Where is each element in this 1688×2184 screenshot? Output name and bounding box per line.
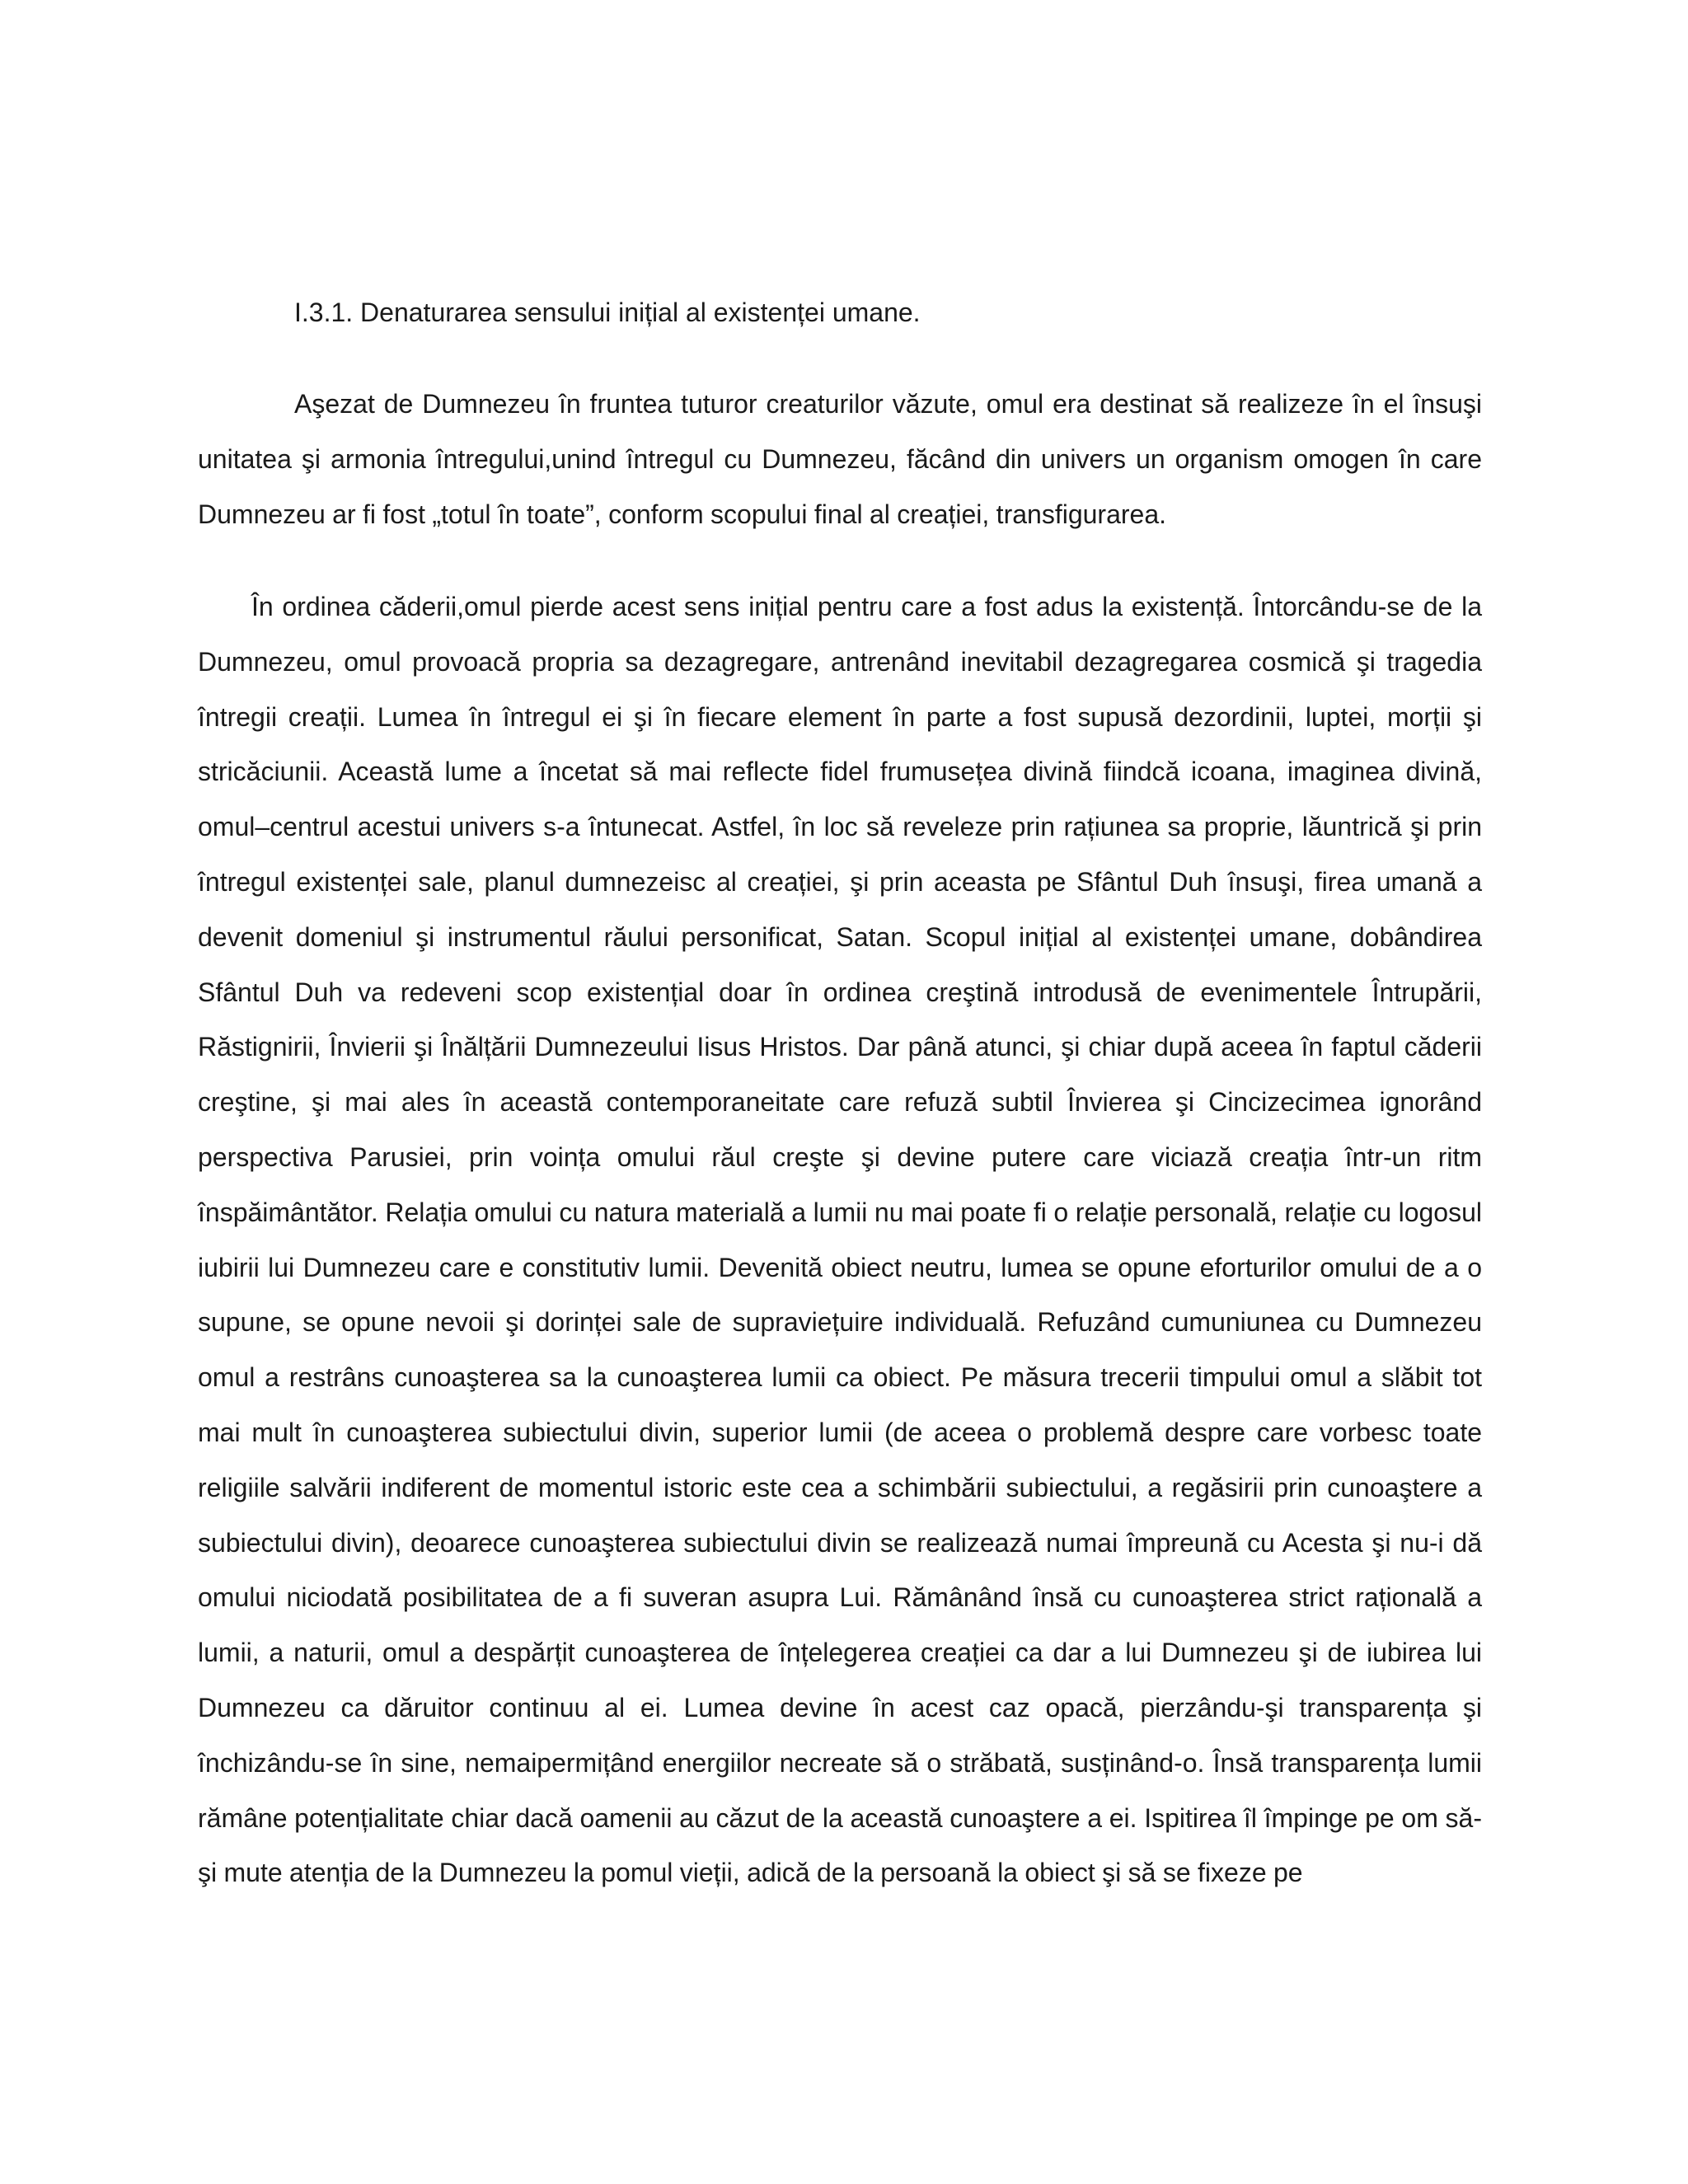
paragraph-2: În ordinea căderii,omul pierde acest sens inițial pentru care a fost adus la existență. Întorcându-se de la Dumnezeu, omul provoacă propria sa dezagregare, antrenând inevitabil dezagregarea cosmică şi tragedia întregii creații. Lumea în întregul ei şi în fiecare element în parte a fost supusă dezordinii, luptei, morții şi stricăciunii. Această lume a încetat să mai reflecte fidel frumusețea divină fiindcă icoana, imaginea divină, omul–centrul acestui univers s-a întunecat. Astfel, în loc să reveleze prin rațiunea sa proprie, lăuntrică şi prin întregul existenței sale, planul dumnezeisc al creației, şi prin aceasta pe Sfântul Duh însuşi, firea umană a devenit domeniul şi instrumentul răului personificat, Satan. Scopul inițial al existenței umane, dobândirea Sfântul Duh va redeveni scop existențial doar în ordinea creştină introdusă de evenimentele Întrupării, Răstignirii, Învierii şi Înălțării Dumnezeului Iisus Hristos. Dar până atunci, şi chiar după aceea în faptul căderii creştine, şi mai ales în această contemporaneitate care refuză subtil Învierea şi Cincizecimea ignorând perspectiva Parusiei, prin voința omului răul creşte şi devine putere care viciază creația într-un ritm înspăimântător. Relația omului cu natura materială a lumii nu mai poate fi o relație personală, relație cu logosul iubirii lui Dumnezeu care e constitutiv lumii. Devenită obiect neutru, lumea se opune eforturilor omului de a o supune, se opune nevoii şi dorinței sale de supraviețuire individuală. Refuzând cumuniunea cu Dumnezeu omul a restrâns cunoaşterea sa la cunoaşterea lumii ca obiect. Pe măsura trecerii timpului omul a slăbit tot mai mult în cunoaşterea subiectului divin, superior lumii (de aceea o problemă despre care vorbesc toate religiile salvării indiferent de momentul istoric este cea a schimbării subiectului, a regăsirii prin cunoaştere a subiectului divin), deoarece cunoaşterea subiectului divin se realizează numai împreună cu Acesta şi nu-i dă omului niciodată posibilitatea de a fi suveran asupra Lui. Rămânând însă cu cunoaşterea strict rațională a lumii, a naturii, omul a despărțit cunoaşterea de înțelegerea creației ca dar a lui Dumnezeu şi de iubirea lui Dumnezeu ca dăruitor continuu al ei. Lumea devine în acest caz opacă, pierzându-şi transparența şi închizându-se în sine, nemaipermițând energiilor necreate să o străbată, susținând-o. Însă transparența lumii rămâne potențialitate chiar dacă oamenii au căzut de la această cunoaştere a ei. Ispitirea îl împinge pe om să-şi mute atenția de la Dumnezeu la pomul vieții, adică de la persoană la obiect şi să se fixeze pe: [198, 592, 1482, 1888]
paragraph-1: Aşezat de Dumnezeu în fruntea tuturor creaturilor văzute, omul era destinat să realizeze în el însuşi unitatea şi armonia întregului,unind întregul cu Dumnezeu, făcând din univers un organism omogen în care Dumnezeu ar fi fost „totul în toate”, conform scopului final al creației, transfigurarea.: [198, 389, 1482, 529]
section-heading: I.3.1. Denaturarea sensului inițial al existenței umane.: [294, 298, 921, 327]
